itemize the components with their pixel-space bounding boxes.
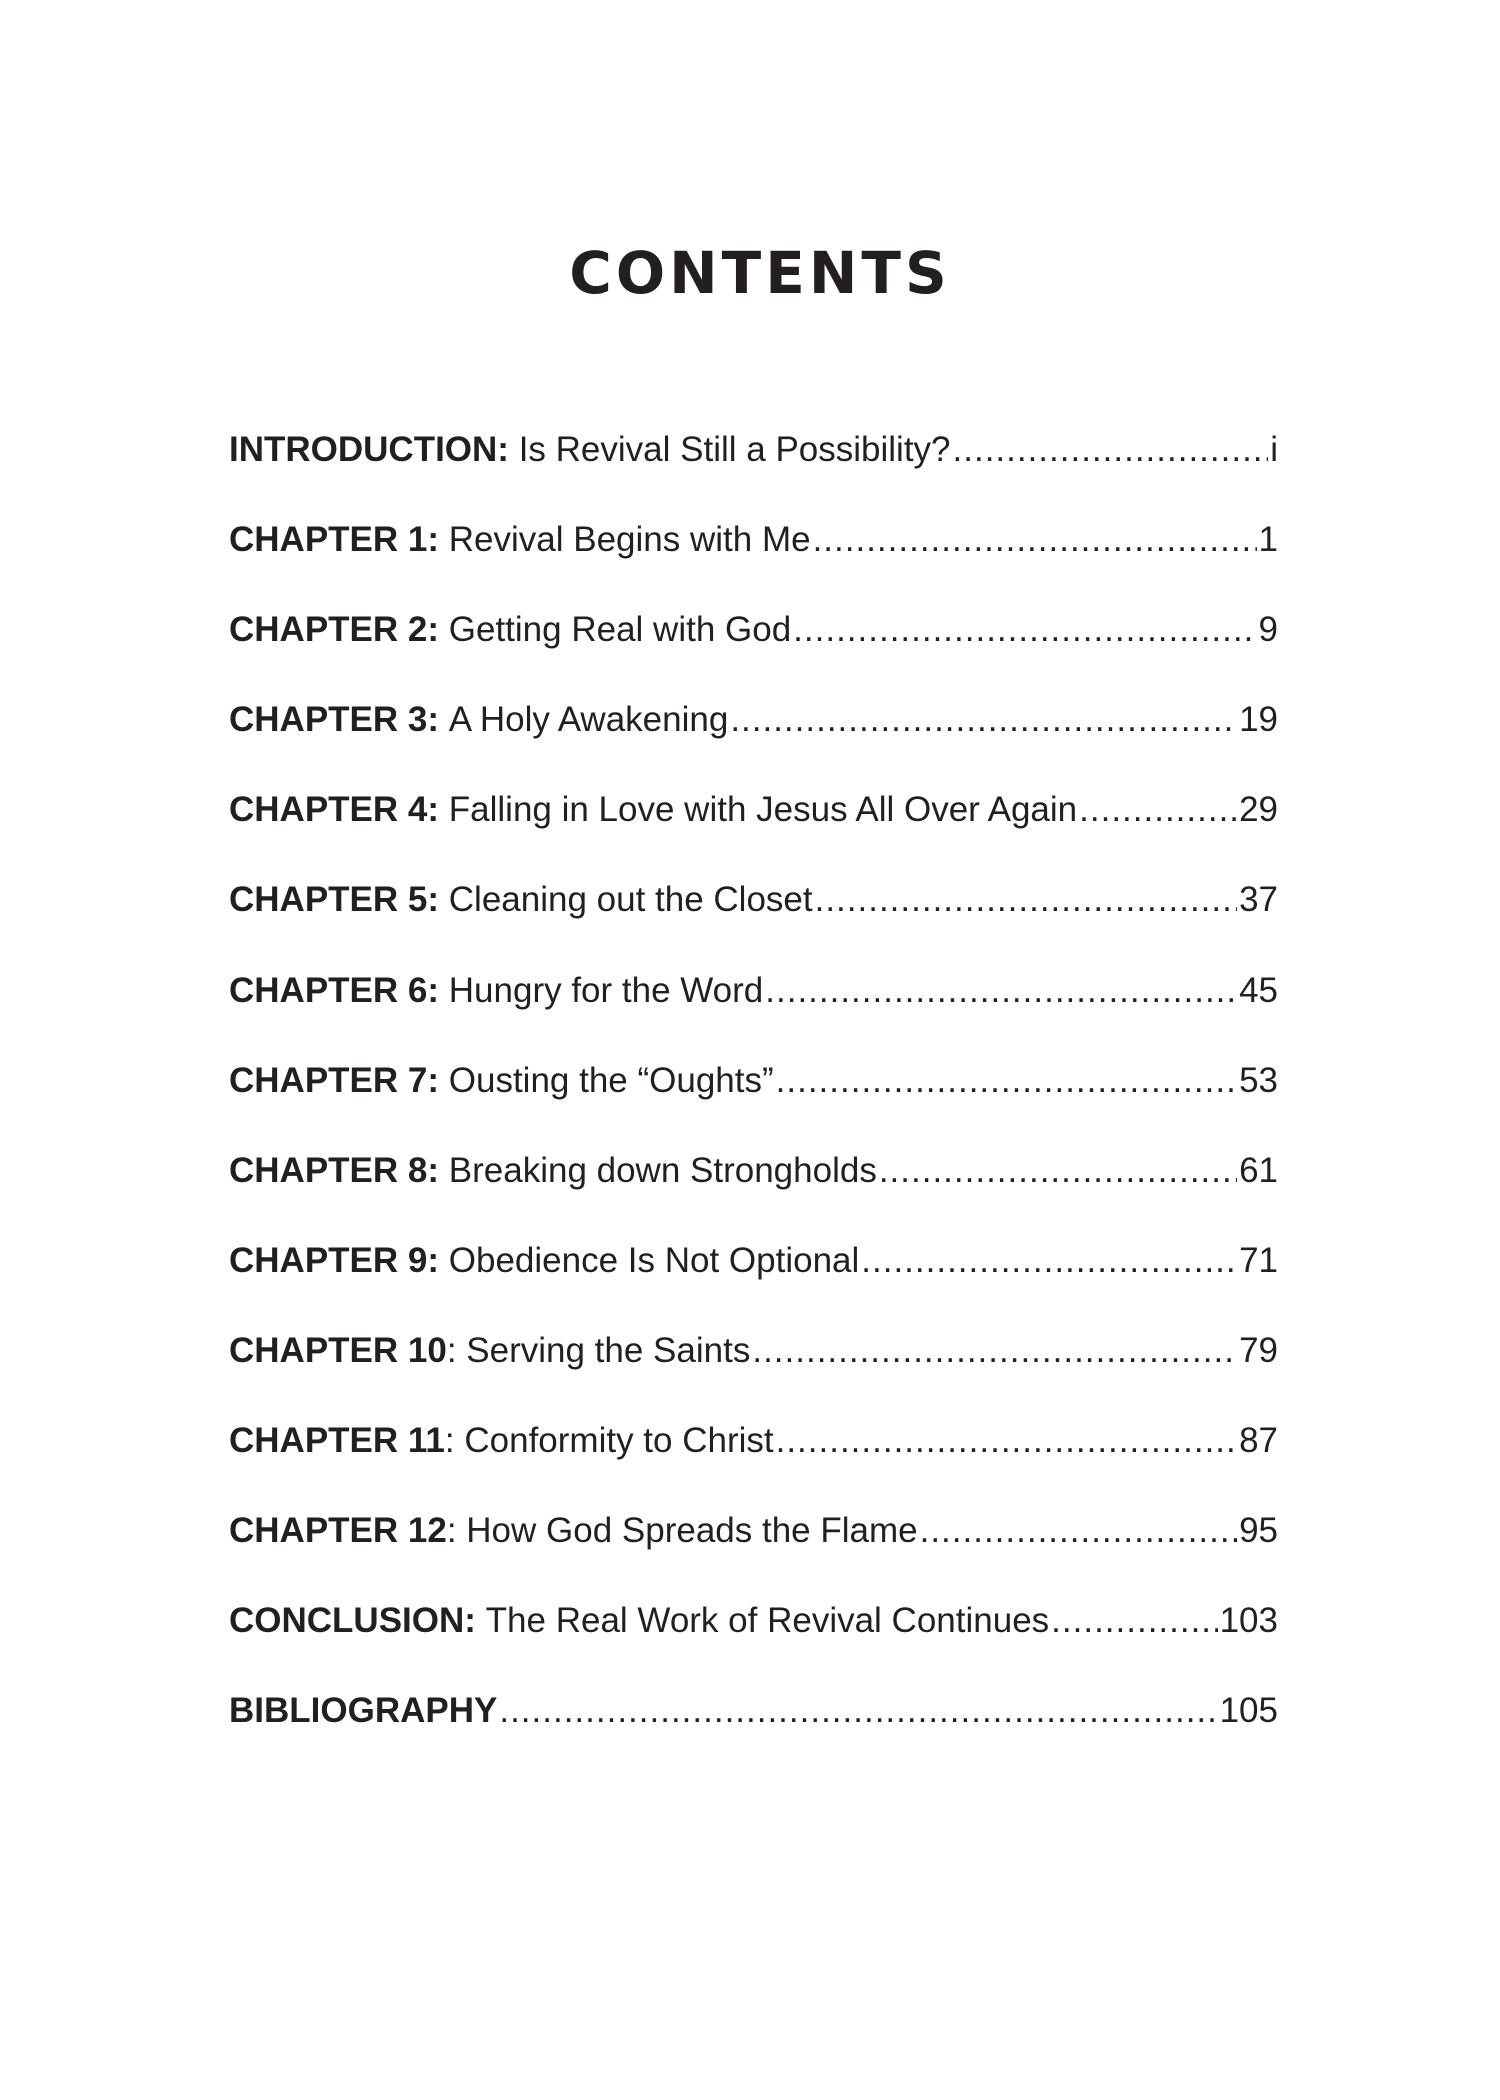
toc-entry-label: CHAPTER 9:	[229, 1240, 440, 1280]
toc-entry-label: CHAPTER 1:	[229, 520, 440, 560]
toc-entry-separator	[476, 1591, 486, 1651]
page-title: CONTENTS	[569, 239, 951, 307]
toc-leader-dots	[776, 1411, 1237, 1471]
toc-entry-15[interactable]	[229, 1681, 1278, 1771]
toc-entry-8[interactable]	[229, 1051, 1278, 1141]
toc-entry-title: Conformity to Christ	[464, 1421, 774, 1461]
toc-entry-title: How God Spreads the Flame	[466, 1511, 918, 1551]
toc-entry-3[interactable]	[229, 600, 1278, 690]
toc-entry-separator	[439, 870, 449, 930]
toc-leader-dots	[1051, 1591, 1217, 1651]
toc-entry-label: CHAPTER 4:	[229, 790, 440, 830]
toc-entry-separator: :	[446, 1511, 467, 1551]
toc-entry-page-number: 1	[1258, 520, 1278, 560]
toc-entry-label: BIBLIOGRAPHY	[229, 1691, 498, 1731]
toc-entry-label: INTRODUCTION:	[229, 430, 509, 469]
toc-entry-label: CHAPTER 10	[229, 1330, 447, 1370]
toc-entry-12[interactable]	[229, 1411, 1278, 1501]
toc-entry-page-number: 79	[1239, 1330, 1278, 1370]
toc-leader-dots	[815, 870, 1237, 930]
toc-entry-label: CHAPTER 6:	[229, 970, 440, 1010]
toc-entry-title: Serving the Saints	[466, 1330, 751, 1370]
toc-entry-title: Breaking down Strongholds	[448, 1150, 877, 1190]
toc-entry-2[interactable]	[229, 510, 1278, 600]
toc-entry-separator	[439, 510, 449, 570]
toc-entry-separator	[439, 961, 449, 1021]
toc-entry-5[interactable]	[229, 780, 1278, 870]
toc-entry-6[interactable]	[229, 870, 1278, 960]
toc-entry-13[interactable]	[229, 1501, 1278, 1591]
toc-entry-page-number: 95	[1239, 1511, 1278, 1551]
toc-entry-label: CHAPTER 12	[229, 1511, 447, 1551]
toc-entry-title: Getting Real with God	[448, 610, 792, 650]
toc-entry-separator	[439, 600, 449, 660]
toc-entry-page-number: 71	[1239, 1240, 1278, 1280]
toc-entry-title: Hungry for the Word	[448, 970, 764, 1010]
toc-leader-dots	[765, 961, 1237, 1021]
toc-entry-title: The Real Work of Revival Continues	[485, 1601, 1050, 1641]
toc-leader-dots	[813, 510, 1257, 570]
toc-entry-7[interactable]	[229, 961, 1278, 1051]
toc-entry-separator	[439, 690, 449, 750]
toc-entry-label: CHAPTER 7:	[229, 1060, 440, 1100]
toc-leader-dots	[920, 1501, 1237, 1561]
toc-leader-dots	[752, 1321, 1237, 1381]
toc-leader-dots	[499, 1681, 1217, 1741]
toc-entry-10[interactable]	[229, 1231, 1278, 1321]
toc-entry-page-number: i	[1270, 430, 1278, 469]
toc-entry-label: CHAPTER 3:	[229, 700, 440, 740]
toc-entry-label: CHAPTER 2:	[229, 610, 440, 650]
table-of-contents	[229, 420, 1278, 1771]
toc-leader-dots	[953, 420, 1269, 480]
toc-entry-9[interactable]	[229, 1141, 1278, 1231]
toc-entry-page-number: 29	[1239, 790, 1278, 830]
toc-leader-dots	[793, 600, 1256, 660]
toc-entry-title: Cleaning out the Closet	[448, 880, 813, 920]
toc-leader-dots	[879, 1141, 1237, 1201]
toc-entry-title: Falling in Love with Jesus All Over Again	[448, 790, 1078, 830]
toc-entry-4[interactable]	[229, 690, 1278, 780]
toc-entry-1[interactable]	[229, 420, 1278, 510]
toc-entry-title: Revival Begins with Me	[448, 520, 811, 560]
toc-entry-page-number: 53	[1239, 1060, 1278, 1100]
toc-entry-page-number: 103	[1219, 1601, 1278, 1641]
toc-entry-14[interactable]	[229, 1591, 1278, 1681]
toc-entry-separator	[509, 420, 519, 480]
toc-entry-label: CHAPTER 5:	[229, 880, 440, 920]
toc-entry-page-number: 87	[1239, 1421, 1278, 1461]
toc-entry-page-number: 61	[1239, 1150, 1278, 1190]
toc-entry-label: CHAPTER 11	[229, 1421, 445, 1461]
toc-entry-title: A Holy Awakening	[448, 700, 729, 740]
toc-entry-separator	[439, 1231, 449, 1291]
toc-entry-page-number: 9	[1258, 610, 1278, 650]
toc-leader-dots	[776, 1051, 1237, 1111]
toc-entry-separator	[439, 1051, 449, 1111]
toc-entry-page-number: 37	[1239, 880, 1278, 920]
toc-entry-title: Ousting the “Oughts”	[448, 1060, 774, 1100]
toc-leader-dots	[861, 1231, 1237, 1291]
toc-entry-separator	[439, 1141, 449, 1201]
toc-entry-page-number: 19	[1239, 700, 1278, 740]
toc-entry-11[interactable]	[229, 1321, 1278, 1411]
toc-leader-dots	[1079, 780, 1237, 840]
toc-entry-separator: :	[446, 1330, 467, 1370]
toc-entry-title: Obedience Is Not Optional	[448, 1240, 860, 1280]
toc-entry-page-number: 105	[1219, 1691, 1278, 1731]
toc-entry-label: CHAPTER 8:	[229, 1150, 440, 1190]
toc-entry-label: CONCLUSION:	[229, 1601, 476, 1641]
toc-entry-title: Is Revival Still a Possibility?	[518, 430, 951, 469]
toc-entry-page-number: 45	[1239, 970, 1278, 1010]
toc-leader-dots	[730, 690, 1237, 750]
toc-entry-separator: :	[444, 1421, 465, 1461]
toc-entry-separator	[439, 780, 449, 840]
